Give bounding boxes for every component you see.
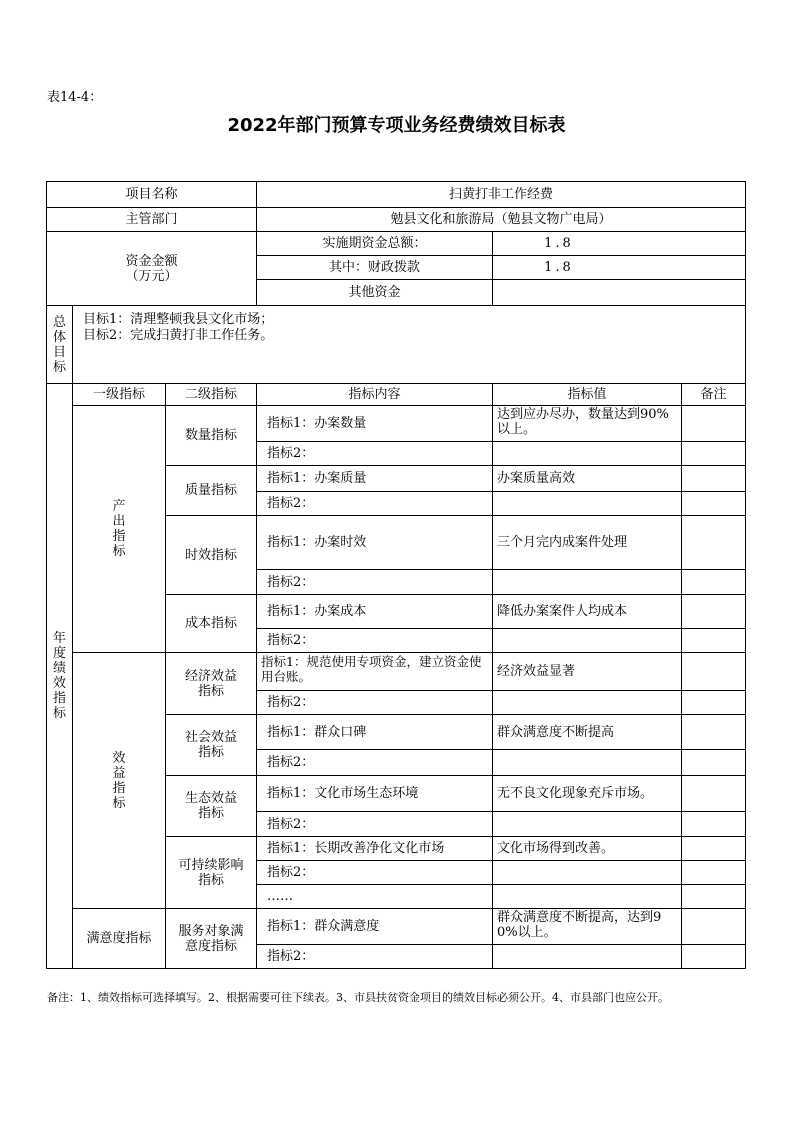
service-note-2 xyxy=(682,945,746,969)
quality-value-2 xyxy=(493,492,682,516)
ecological-indicator-label: 生态效益指标 xyxy=(166,776,257,837)
fiscal-funds-number: 1.8 xyxy=(544,260,574,275)
quantity-indicator-label: 数量指标 xyxy=(166,406,257,466)
timeliness-value-2 xyxy=(493,570,682,595)
indicator-header-row xyxy=(47,384,746,406)
quality-note-2 xyxy=(682,492,746,516)
benefit-indicators-label xyxy=(73,653,166,909)
header-note: 备注 xyxy=(682,384,746,406)
footnote: 备注：1、绩效指标可选择填写。2、根据需要可往下续表。3、市县扶贫资金项目的绩效目标必须公开。4、市县部门也应公开。 xyxy=(47,991,669,1004)
service-indicator-1: 指标1：群众满意度 xyxy=(257,909,493,945)
timeliness-note-1 xyxy=(682,516,746,570)
annual-indicators-label xyxy=(47,384,73,969)
fiscal-funds-value xyxy=(493,256,746,280)
header-level2: 二级指标 xyxy=(166,384,257,406)
quality-note-1 xyxy=(682,466,746,492)
cost-note-2 xyxy=(682,629,746,653)
ecological-value-2 xyxy=(493,812,682,837)
funds-label xyxy=(47,232,257,306)
quantity-value-2 xyxy=(493,442,682,466)
timeliness-value-1: 三个月完内成案件处理 xyxy=(493,516,682,570)
timeliness-indicator-2: 指标2： xyxy=(257,570,493,595)
cost-indicator-1: 指标1：办案成本 xyxy=(257,595,493,629)
ecological-indicator-1: 指标1：文化市场生态环境 xyxy=(257,776,493,812)
economic-note-1 xyxy=(682,653,746,691)
target-2: 目标2：完成扫黄打非工作任务。 xyxy=(83,328,274,343)
sustainable-value-1: 文化市场得到改善。 xyxy=(493,837,682,861)
quantity-note-2 xyxy=(682,442,746,466)
cost-value-1: 降低办案案件人均成本 xyxy=(493,595,682,629)
ecological-indicator-2: 指标2： xyxy=(257,812,493,837)
header-content: 指标内容 xyxy=(257,384,493,406)
total-funds-label: 实施期资金总额： xyxy=(257,232,493,256)
social-note-1 xyxy=(682,715,746,750)
cost-value-2 xyxy=(493,629,682,653)
quality-value-1: 办案质量高效 xyxy=(493,466,682,492)
total-funds-value xyxy=(493,232,746,256)
economic-value-2 xyxy=(493,691,682,715)
header-level1: 一级指标 xyxy=(73,384,166,406)
social-indicator-2: 指标2： xyxy=(257,750,493,776)
overall-target-content xyxy=(73,306,746,384)
sustainable-note-3 xyxy=(682,885,746,909)
ecological-value-1: 无不良文化现象充斥市场。 xyxy=(493,776,682,812)
table-row xyxy=(47,909,746,945)
sustainable-note-2 xyxy=(682,861,746,885)
overall-target-label-text: 总体目标 xyxy=(52,314,66,375)
benefit-indicators-label-text: 效益指标 xyxy=(112,750,126,811)
project-name-value: 扫黄打非工作经费 xyxy=(257,182,746,208)
timeliness-indicator-1: 指标1：办案时效 xyxy=(257,516,493,570)
economic-indicator-label: 经济效益指标 xyxy=(166,653,257,715)
ecological-note-1 xyxy=(682,776,746,812)
social-value-1: 群众满意度不断提高 xyxy=(493,715,682,750)
ecological-note-2 xyxy=(682,812,746,837)
quantity-indicator-1: 指标1：办案数量 xyxy=(257,406,493,442)
sustainable-value-3 xyxy=(493,885,682,909)
overall-target-label xyxy=(47,306,73,384)
social-indicator-1: 指标1：群众口碑 xyxy=(257,715,493,750)
table-number-label: 表14-4： xyxy=(47,90,103,105)
sustainable-indicator-2: 指标2： xyxy=(257,861,493,885)
service-indicator-label: 服务对象满意度指标 xyxy=(166,909,257,969)
quality-indicator-1: 指标1：办案质量 xyxy=(257,466,493,492)
sustainable-note-1 xyxy=(682,837,746,861)
satisfaction-indicators-label: 满意度指标 xyxy=(73,909,166,969)
project-name-label: 项目名称 xyxy=(47,182,257,208)
service-note-1 xyxy=(682,909,746,945)
sustainable-more: …… xyxy=(257,885,493,909)
other-funds-value xyxy=(493,280,746,306)
department-label: 主管部门 xyxy=(47,208,257,232)
economic-indicator-2: 指标2： xyxy=(257,691,493,715)
annual-indicators-label-text: 年度绩效指标 xyxy=(52,631,66,721)
fiscal-funds-label: 其中：财政拨款 xyxy=(257,256,493,280)
table-row xyxy=(47,653,746,691)
social-indicator-label: 社会效益指标 xyxy=(166,715,257,776)
timeliness-note-2 xyxy=(682,570,746,595)
service-value-2 xyxy=(493,945,682,969)
funds-label-line1: 资金金额 xyxy=(125,253,178,269)
economic-indicator-1: 指标1：规范使用专项资金，建立资金使用台账。 xyxy=(257,653,493,691)
department-value: 勉县文化和旅游局（勉县文物广电局） xyxy=(257,208,746,232)
funds-label-line2: （万元） xyxy=(125,268,178,284)
cost-indicator-label: 成本指标 xyxy=(166,595,257,653)
cost-indicator-2: 指标2： xyxy=(257,629,493,653)
funds-total-row xyxy=(47,232,746,256)
timeliness-indicator-label: 时效指标 xyxy=(166,516,257,595)
economic-value-1: 经济效益显著 xyxy=(493,653,682,691)
sustainable-indicator-1: 指标1：长期改善净化文化市场 xyxy=(257,837,493,861)
overall-target-row xyxy=(47,306,746,384)
header-value: 指标值 xyxy=(493,384,682,406)
output-indicators-label-text: 产出指标 xyxy=(112,499,126,559)
quality-indicator-2: 指标2： xyxy=(257,492,493,516)
quantity-indicator-2: 指标2： xyxy=(257,442,493,466)
sustainable-indicator-label: 可持续影响指标 xyxy=(166,837,257,909)
project-name-row xyxy=(47,182,746,208)
page-title: 2022年部门预算专项业务经费绩效目标表 xyxy=(227,115,566,136)
service-value-1: 群众满意度不断提高，达到90%以上。 xyxy=(493,909,682,945)
economic-note-2 xyxy=(682,691,746,715)
sustainable-value-2 xyxy=(493,861,682,885)
quality-indicator-label: 质量指标 xyxy=(166,466,257,516)
total-funds-number: 1.8 xyxy=(544,236,574,251)
cost-note-1 xyxy=(682,595,746,629)
target-1: 目标1：清理整顿我县文化市场； xyxy=(83,312,274,327)
service-indicator-2: 指标2： xyxy=(257,945,493,969)
quantity-value-1: 达到应办尽办，数量达到90%以上。 xyxy=(493,406,682,442)
output-indicators-label xyxy=(73,406,166,653)
social-note-2 xyxy=(682,750,746,776)
social-value-2 xyxy=(493,750,682,776)
other-funds-label: 其他资金 xyxy=(257,280,493,306)
performance-target-table xyxy=(46,181,746,969)
table-row xyxy=(47,406,746,442)
department-row xyxy=(47,208,746,232)
quantity-note-1 xyxy=(682,406,746,442)
